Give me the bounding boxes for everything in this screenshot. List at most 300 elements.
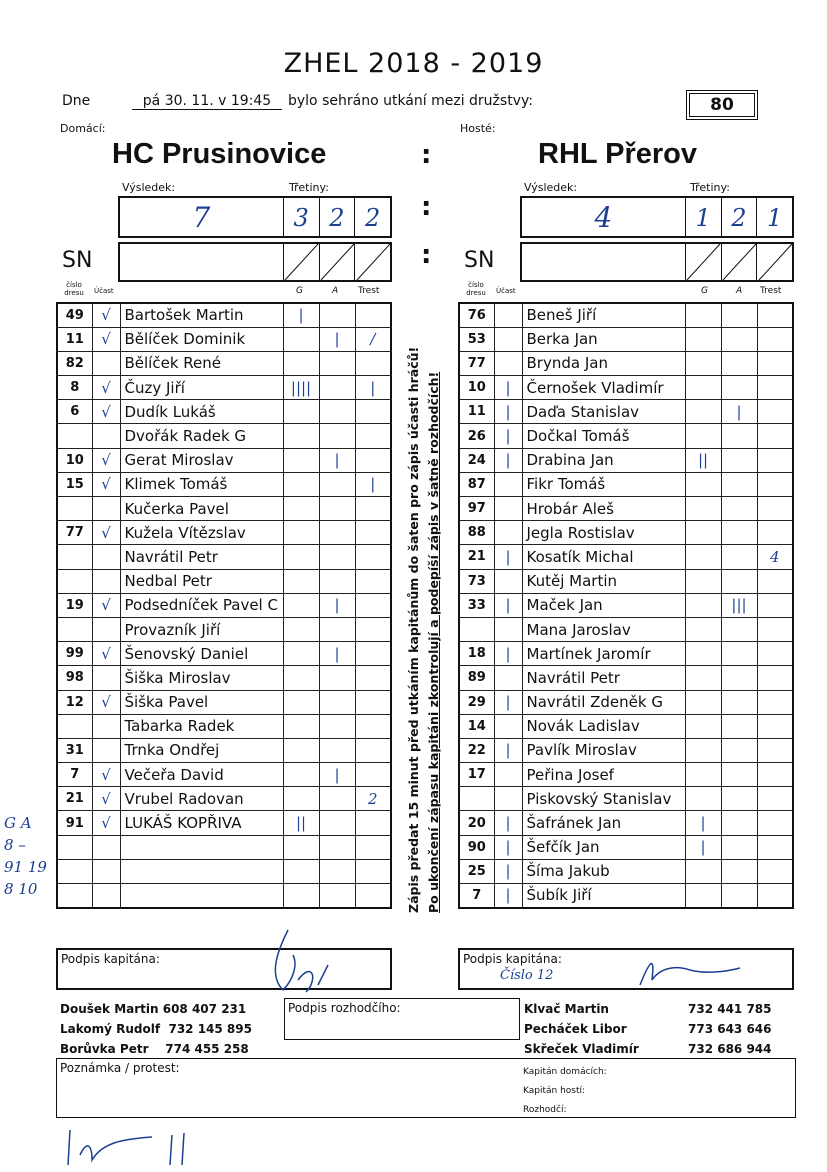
player-name: Piskovský Stanislav — [522, 787, 685, 811]
goals-cell — [283, 763, 319, 787]
match-number: 80 — [686, 90, 758, 120]
goals-cell — [685, 303, 721, 327]
assists-cell — [721, 569, 757, 593]
player-name: Šefčík Jan — [522, 835, 685, 859]
jersey-number: 18 — [459, 642, 494, 666]
goals-cell — [283, 351, 319, 375]
assists-cell — [721, 545, 757, 569]
participation-mark — [92, 666, 120, 690]
goals-cell — [685, 714, 721, 738]
player-name: Martínek Jaromír — [522, 642, 685, 666]
participation-mark — [92, 738, 120, 762]
vertical-instructions — [404, 325, 444, 915]
player-name — [120, 884, 283, 908]
penalty-cell — [355, 545, 391, 569]
goals-cell: || — [283, 811, 319, 835]
penalty-cell: | — [355, 472, 391, 496]
contact-name: Doušek Martin — [60, 1002, 159, 1016]
roster-row — [57, 569, 391, 593]
contact-phone: 773 643 646 — [688, 1022, 772, 1036]
participation-mark: | — [494, 448, 522, 472]
jersey-number: 14 — [459, 714, 494, 738]
assists-cell: | — [721, 400, 757, 424]
goals-cell — [685, 666, 721, 690]
jersey-number — [57, 545, 92, 569]
participation-mark: √ — [92, 593, 120, 617]
jersey-number: 33 — [459, 593, 494, 617]
assists-cell — [319, 376, 355, 400]
goals-cell — [283, 400, 319, 424]
home-captain-signature — [258, 920, 338, 1000]
participation-mark: √ — [92, 327, 120, 351]
goals-cell — [685, 569, 721, 593]
player-name: Novák Ladislav — [522, 714, 685, 738]
goals-cell — [283, 690, 319, 714]
player-name: Peřina Josef — [522, 763, 685, 787]
participation-mark: | — [494, 690, 522, 714]
penalty-cell — [355, 351, 391, 375]
jersey-number: 97 — [459, 497, 494, 521]
goals-cell — [685, 472, 721, 496]
penalty-cell — [355, 666, 391, 690]
jersey-number: 10 — [57, 448, 92, 472]
jersey-number: 90 — [459, 835, 494, 859]
player-name: Čuzy Jiří — [120, 376, 283, 400]
jersey-number — [57, 497, 92, 521]
home-period-1: 3 — [283, 198, 319, 236]
assists-cell — [319, 545, 355, 569]
participation-mark: √ — [92, 521, 120, 545]
participation-mark: √ — [92, 376, 120, 400]
player-name: Večeřa David — [120, 763, 283, 787]
assists-cell — [319, 400, 355, 424]
goals-cell — [283, 424, 319, 448]
assists-cell — [319, 569, 355, 593]
penalty-cell: 2 — [355, 787, 391, 811]
player-name: Fikr Tomáš — [522, 472, 685, 496]
home-col-part: Účast — [94, 287, 114, 295]
away-period-1: 1 — [685, 198, 721, 236]
goals-cell — [685, 617, 721, 641]
goals-cell — [685, 738, 721, 762]
player-name: Kosatík Michal — [522, 545, 685, 569]
jersey-number — [57, 617, 92, 641]
player-name: Dvořák Radek G — [120, 424, 283, 448]
penalty-cell — [757, 497, 793, 521]
player-name: Šíma Jakub — [522, 859, 685, 883]
jersey-number — [57, 835, 92, 859]
roster-row — [459, 472, 793, 496]
jersey-number: 88 — [459, 521, 494, 545]
player-name: Kutěj Martin — [522, 569, 685, 593]
assists-cell — [319, 738, 355, 762]
participation-mark: √ — [92, 448, 120, 472]
home-col-a: A — [332, 286, 339, 296]
away-captain-label: Podpis kapitána: — [463, 952, 562, 966]
jersey-number: 99 — [57, 642, 92, 666]
home-sn-label: SN — [62, 248, 93, 273]
roster-row — [459, 424, 793, 448]
participation-mark — [494, 327, 522, 351]
participation-mark: | — [494, 811, 522, 835]
roster-row — [459, 327, 793, 351]
assists-cell — [319, 884, 355, 908]
penalty-cell — [355, 884, 391, 908]
assists-cell — [721, 497, 757, 521]
away-score-box — [520, 196, 794, 238]
penalty-cell — [757, 811, 793, 835]
roster-row — [459, 448, 793, 472]
colon-separator-sn: : — [421, 240, 432, 270]
player-name: Šiška Miroslav — [120, 666, 283, 690]
assists-cell — [319, 351, 355, 375]
assists-cell — [319, 472, 355, 496]
assists-cell: | — [319, 448, 355, 472]
jersey-number: 76 — [459, 303, 494, 327]
participation-mark — [494, 787, 522, 811]
participation-mark — [494, 666, 522, 690]
home-sn-slashes — [282, 242, 392, 282]
assists-cell — [721, 376, 757, 400]
goals-cell — [685, 521, 721, 545]
jersey-number: 15 — [57, 472, 92, 496]
page-title: ZHEL 2018 - 2019 — [283, 48, 544, 79]
jersey-number: 26 — [459, 424, 494, 448]
margin-note-3: 91 19 — [4, 858, 47, 876]
player-name — [120, 859, 283, 883]
assists-cell — [721, 303, 757, 327]
roster-row — [57, 545, 391, 569]
roster-row — [459, 811, 793, 835]
jersey-number: 49 — [57, 303, 92, 327]
jersey-number: 53 — [459, 327, 494, 351]
goals-cell — [685, 327, 721, 351]
player-name: Gerat Miroslav — [120, 448, 283, 472]
assists-cell — [721, 424, 757, 448]
assists-cell — [721, 714, 757, 738]
penalty-cell — [757, 859, 793, 883]
penalty-cell — [355, 400, 391, 424]
colon-separator: : — [421, 140, 432, 170]
player-name: Bělíček René — [120, 351, 283, 375]
player-name: Jegla Rostislav — [522, 521, 685, 545]
roster-row — [57, 811, 391, 835]
penalty-cell — [355, 424, 391, 448]
participation-mark: √ — [92, 642, 120, 666]
roster-row — [57, 714, 391, 738]
goals-cell — [283, 448, 319, 472]
assists-cell — [721, 617, 757, 641]
goals-cell — [283, 472, 319, 496]
penalty-cell — [757, 521, 793, 545]
away-captain-signature — [630, 950, 750, 990]
date-label: Dne — [62, 93, 91, 109]
participation-mark: | — [494, 859, 522, 883]
contact-phone: 732 441 785 — [688, 1002, 772, 1016]
assists-cell — [319, 835, 355, 859]
jersey-number — [57, 424, 92, 448]
penalty-cell — [355, 714, 391, 738]
goals-cell — [283, 569, 319, 593]
penalty-cell — [355, 303, 391, 327]
penalty-cell — [757, 593, 793, 617]
participation-mark — [92, 714, 120, 738]
jersey-number: 21 — [459, 545, 494, 569]
jersey-number: 29 — [459, 690, 494, 714]
penalty-cell — [757, 351, 793, 375]
participation-mark: | — [494, 593, 522, 617]
goals-cell — [685, 376, 721, 400]
penalty-cell — [355, 642, 391, 666]
player-name: Šenovský Daniel — [120, 642, 283, 666]
penalty-cell — [757, 472, 793, 496]
roster-row — [57, 763, 391, 787]
roster-row — [57, 884, 391, 908]
assists-cell — [721, 472, 757, 496]
assists-cell — [319, 497, 355, 521]
goals-cell — [685, 545, 721, 569]
participation-mark: | — [494, 400, 522, 424]
jersey-number: 17 — [459, 763, 494, 787]
assists-cell — [721, 763, 757, 787]
penalty-cell — [355, 690, 391, 714]
away-col-a: A — [736, 286, 743, 296]
participation-mark: √ — [92, 400, 120, 424]
participation-mark — [494, 497, 522, 521]
vertical-note-line2: Po ukončení zápasu kapitáni zkontrolují a podepíší zápis v šatně rozhodčích! — [426, 371, 441, 913]
goals-cell — [685, 400, 721, 424]
jersey-number: 77 — [57, 521, 92, 545]
player-name: Navrátil Petr — [120, 545, 283, 569]
assists-cell — [721, 690, 757, 714]
roster-row — [57, 303, 391, 327]
assists-cell — [319, 714, 355, 738]
assists-cell: | — [319, 763, 355, 787]
jersey-number: 8 — [57, 376, 92, 400]
goals-cell — [685, 884, 721, 908]
contact-name: Borůvka Petr — [60, 1042, 149, 1056]
participation-mark — [92, 497, 120, 521]
home-captain-box — [56, 948, 392, 990]
player-name: Hrobár Aleš — [522, 497, 685, 521]
player-name — [120, 835, 283, 859]
goals-cell — [283, 859, 319, 883]
participation-mark — [92, 424, 120, 448]
note-box — [56, 1058, 796, 1118]
away-sn-slashes — [684, 242, 794, 282]
assists-cell — [721, 327, 757, 351]
penalty-cell — [757, 424, 793, 448]
player-name: Bartošek Martin — [120, 303, 283, 327]
goals-cell — [283, 642, 319, 666]
jersey-number: 19 — [57, 593, 92, 617]
assists-cell — [319, 424, 355, 448]
home-roster-table — [56, 302, 392, 909]
assists-cell — [721, 642, 757, 666]
participation-mark: √ — [92, 303, 120, 327]
penalty-cell: | — [355, 376, 391, 400]
away-team-name: RHL Přerov — [538, 138, 698, 170]
penalty-cell: / — [355, 327, 391, 351]
jersey-number: 24 — [459, 448, 494, 472]
home-col-trest: Trest — [358, 286, 380, 296]
roster-row — [459, 763, 793, 787]
played-text: bylo sehráno utkání mezi družstvy: — [288, 93, 533, 109]
jersey-number: 7 — [57, 763, 92, 787]
jersey-number: 22 — [459, 738, 494, 762]
participation-mark — [92, 859, 120, 883]
jersey-number — [57, 859, 92, 883]
home-result-label: Výsledek: — [122, 181, 176, 194]
jersey-number: 20 — [459, 811, 494, 835]
penalty-cell — [757, 666, 793, 690]
penalty-cell — [757, 400, 793, 424]
roster-row — [459, 400, 793, 424]
jersey-number: 77 — [459, 351, 494, 375]
player-name: Klimek Tomáš — [120, 472, 283, 496]
participation-mark — [92, 835, 120, 859]
participation-mark: | — [494, 835, 522, 859]
roster-row — [459, 690, 793, 714]
roster-row — [459, 666, 793, 690]
jersey-number: 11 — [459, 400, 494, 424]
away-period-2: 2 — [721, 198, 757, 236]
participation-mark: | — [494, 642, 522, 666]
goals-cell — [685, 424, 721, 448]
participation-mark — [92, 351, 120, 375]
jersey-number — [459, 617, 494, 641]
contact-name: Skřeček Vladimír — [524, 1042, 639, 1056]
goals-cell — [685, 642, 721, 666]
player-name: Dudík Lukáš — [120, 400, 283, 424]
roster-row — [459, 376, 793, 400]
margin-note-2: 8 – — [4, 836, 26, 854]
roster-row — [459, 642, 793, 666]
goals-cell — [685, 763, 721, 787]
away-sn-label: SN — [464, 248, 495, 273]
participation-mark: √ — [92, 787, 120, 811]
assists-cell: ||| — [721, 593, 757, 617]
away-col-trest: Trest — [760, 286, 782, 296]
participation-mark: | — [494, 376, 522, 400]
goals-cell: | — [283, 303, 319, 327]
assists-cell — [319, 859, 355, 883]
penalty-cell — [355, 859, 391, 883]
assists-cell — [721, 811, 757, 835]
goals-cell — [283, 714, 319, 738]
penalty-cell — [355, 497, 391, 521]
jersey-number: 31 — [57, 738, 92, 762]
assists-cell — [721, 787, 757, 811]
goals-cell — [283, 521, 319, 545]
jersey-number: 82 — [57, 351, 92, 375]
referee-signature-box — [284, 998, 520, 1040]
roster-row — [57, 593, 391, 617]
jersey-number: 7 — [459, 884, 494, 908]
assists-cell — [319, 303, 355, 327]
roster-row — [57, 859, 391, 883]
participation-mark: √ — [92, 472, 120, 496]
player-name: Brynda Jan — [522, 351, 685, 375]
roster-row — [57, 400, 391, 424]
roster-row — [57, 424, 391, 448]
jersey-number: 21 — [57, 787, 92, 811]
penalty-cell — [757, 327, 793, 351]
penalty-cell — [757, 738, 793, 762]
roster-row — [459, 545, 793, 569]
goals-cell: | — [685, 835, 721, 859]
player-name: Tabarka Radek — [120, 714, 283, 738]
assists-cell — [721, 521, 757, 545]
away-periods-label: Třetiny: — [690, 181, 730, 194]
penalty-cell — [355, 835, 391, 859]
away-col-g: G — [701, 286, 708, 296]
vertical-note-line1: Zápis předat 15 minut před utkáním kapitánům do šaten pro zápis účasti hráčů! — [406, 346, 421, 913]
roster-row — [459, 787, 793, 811]
jersey-number: 91 — [57, 811, 92, 835]
roster-row — [57, 327, 391, 351]
away-captain-sign-label: Kapitán hostí: — [523, 1086, 586, 1096]
participation-mark — [92, 617, 120, 641]
referee-label: Podpis rozhodčího: — [288, 1001, 401, 1015]
away-label: Hosté: — [460, 122, 496, 135]
roster-row — [57, 472, 391, 496]
roster-row — [459, 521, 793, 545]
jersey-number: 87 — [459, 472, 494, 496]
goals-cell — [283, 497, 319, 521]
participation-mark — [494, 617, 522, 641]
assists-cell — [721, 448, 757, 472]
roster-row — [459, 351, 793, 375]
jersey-number: 73 — [459, 569, 494, 593]
roster-row — [459, 714, 793, 738]
assists-cell — [319, 617, 355, 641]
home-period-2: 2 — [319, 198, 355, 236]
assists-cell — [319, 521, 355, 545]
contact-name: Pecháček Libor — [524, 1022, 627, 1036]
player-name: Provazník Jiří — [120, 617, 283, 641]
goals-cell — [283, 787, 319, 811]
home-captain-label: Podpis kapitána: — [61, 952, 160, 966]
contacts-left — [60, 999, 252, 1059]
player-name: Kužela Vítězslav — [120, 521, 283, 545]
roster-row — [459, 884, 793, 908]
penalty-cell — [757, 642, 793, 666]
away-captain-handwriting: Číslo 12 — [500, 968, 554, 983]
participation-mark — [494, 763, 522, 787]
contact-name: Klvač Martin — [524, 1002, 609, 1016]
goals-cell — [685, 787, 721, 811]
goals-cell — [283, 884, 319, 908]
player-name: Šiška Pavel — [120, 690, 283, 714]
player-name: Trnka Ondřej — [120, 738, 283, 762]
player-name: Kučerka Pavel — [120, 497, 283, 521]
goals-cell — [685, 497, 721, 521]
player-name: Dočkal Tomáš — [522, 424, 685, 448]
participation-mark — [494, 351, 522, 375]
assists-cell — [721, 738, 757, 762]
referee-sign-label: Rozhodčí: — [523, 1105, 567, 1115]
player-name: Podsedníček Pavel C — [120, 593, 283, 617]
signature-labels — [523, 1063, 607, 1120]
goals-cell — [685, 690, 721, 714]
jersey-number: 25 — [459, 859, 494, 883]
penalty-cell — [355, 448, 391, 472]
penalty-cell — [757, 835, 793, 859]
goals-cell — [283, 593, 319, 617]
assists-cell — [319, 811, 355, 835]
jersey-number: 11 — [57, 327, 92, 351]
